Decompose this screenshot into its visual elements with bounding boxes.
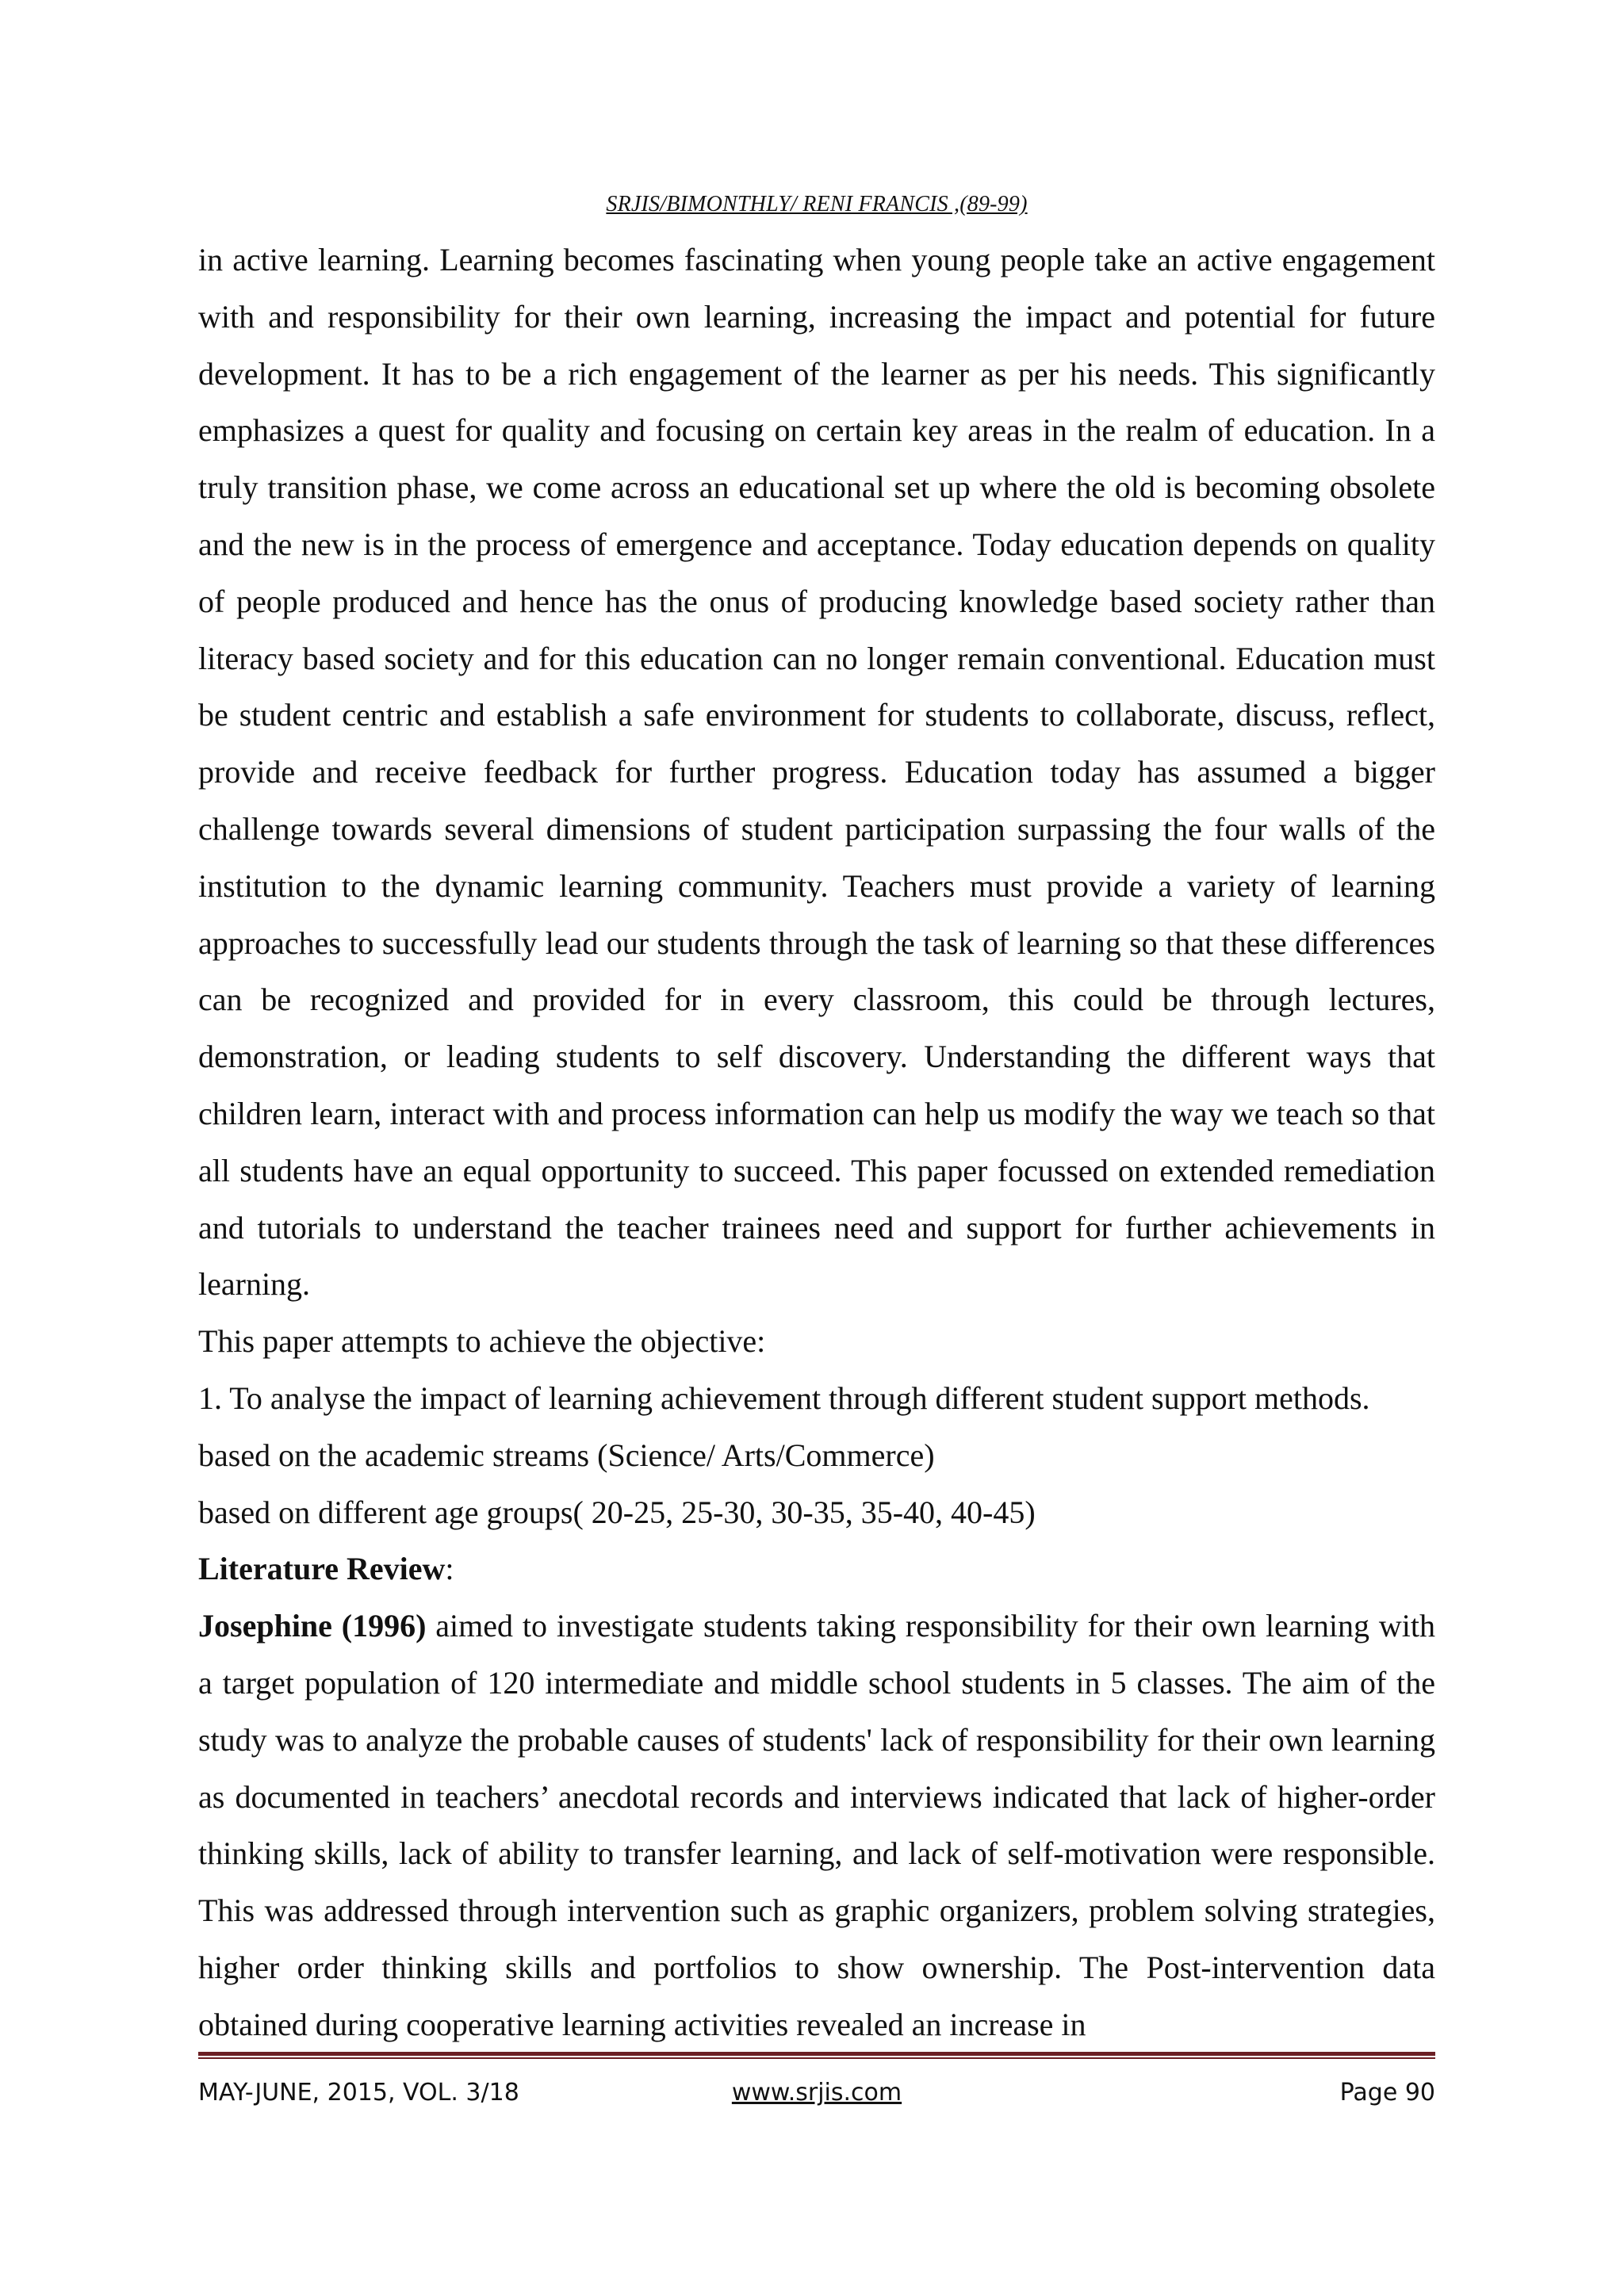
page-footer [198,2079,1435,2118]
footer-divider [198,2052,1435,2059]
running-header: SRJIS/BIMONTHLY/ RENI FRANCIS ,(89-99) [606,192,1028,216]
literature-paragraph-text: aimed to investigate students taking responsibility for their own learning with a target population of 120 intermediate and middle school students in 5 classes. The aim of the study was to analyze the probable causes of students' lack of responsibility for their own learning as documented in teachers’ anecdotal records and interviews indicated that lack of higher-order thinking skills, lack of ability to transfer learning, and lack of self-motivation were responsible. This was addressed through intervention such as graphic organizers, problem solving strategies, higher order thinking skills and portfolios to show ownership. The Post-intervention data obtained during cooperative learning activities revealed an increase in [198,1608,1435,2042]
section-heading-colon: : [445,1551,454,1587]
body-text [198,232,1435,2053]
objective-subitem-age-groups: based on different age groups( 20-25, 25-30, 30-35, 35-40, 40-45) [198,1494,1036,1530]
section-heading: Literature Review [198,1551,446,1587]
footer-website-link[interactable]: www.srjis.com [731,2079,902,2107]
literature-paragraph [198,1598,1435,2053]
body-paragraph: in active learning. Learning becomes fascinating when young people take an active engagement with and responsibility for their own learning, increasing the impact and potential for future development. It has to be a rich engagement of the learner as per his needs. This significantly emphasizes a quest for quality and focusing on certain key areas in the realm of education. In a truly transition phase, we come across an educational set up where the old is becoming obsolete and the new is in the process of emergence and acceptance. Today education depends on quality of people produced and hence has the onus of producing knowledge based society rather than literacy based society and for this education can no longer remain conventional. Education must be student centric and establish a safe environment for students to collaborate, discuss, reflect, provide and receive feedback for further progress. Education today has assumed a bigger challenge towards several dimensions of student participation surpassing the four walls of the institution to the dynamic learning community. Teachers must provide a variety of learning approaches to successfully lead our students through the task of learning so that these differences can be recognized and provided for in every classroom, this could be through lectures, demonstration, or leading students to self discovery. Understanding the different ways that children learn, interact with and process information can help us modify the way we teach so that all students have an equal opportunity to succeed. This paper focussed on extended remediation and tutorials to understand the teacher trainees need and support for further achievements in learning. [198,242,1435,1303]
footer-issue: MAY-JUNE, 2015, VOL. 3/18 [198,2079,519,2107]
section-heading-line [198,1540,1435,1598]
citation-author: Josephine (1996) [198,1608,427,1644]
objective-item: 1. To analyse the impact of learning achievement through different student support methods. [198,1380,1370,1416]
footer-page-number: Page 90 [1339,2079,1435,2107]
objective-subitem-streams: based on the academic streams (Science/ Arts/Commerce) [198,1437,935,1473]
objective-intro: This paper attempts to achieve the objective: [198,1323,766,1360]
document-page [198,0,1435,2296]
